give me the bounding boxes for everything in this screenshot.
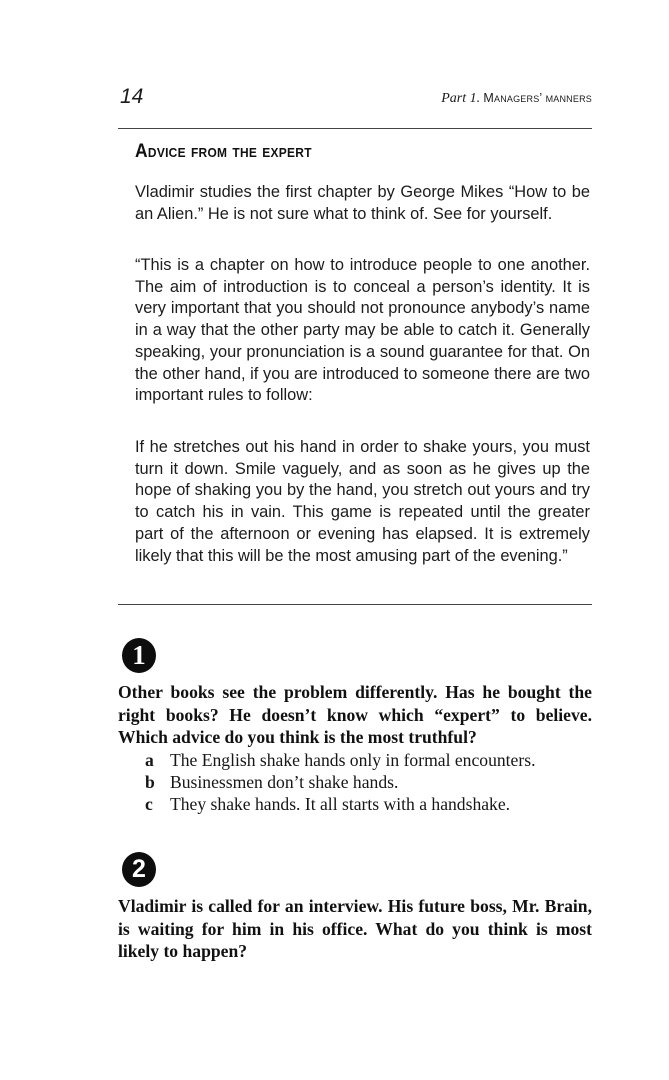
task-number-badge-2: 2 bbox=[122, 852, 156, 887]
option-letter: c bbox=[145, 794, 153, 815]
task-prompt-2: Vladimir is called for an interview. His future boss, Mr. Brain, is waiting for him in his office. What do you think is most likely to happen? bbox=[118, 896, 592, 961]
option-text: The English shake hands only in formal encounters. bbox=[170, 750, 536, 770]
answer-option bbox=[145, 771, 535, 793]
running-head-part: Part 1. bbox=[441, 91, 481, 106]
option-text: Businessmen don’t shake hands. bbox=[170, 772, 399, 793]
advice-heading: Advice from the expert bbox=[135, 141, 312, 162]
advice-paragraph: If he stretches out his hand in order to shake yours, you must turn it down. Smile vaguely, and as soon as he gives up the hope of shaking you by the hand, you stretch out yours and try to catch his in vain. This game is repeated until the greater part of the afternoon or evening has elapsed. It is extremely likely that this will be the most amusing part of the evening.” bbox=[135, 438, 590, 565]
running-head-title: Managers’ manners bbox=[483, 91, 592, 105]
running-head bbox=[441, 90, 592, 107]
task-number-badge-1: 1 bbox=[122, 638, 156, 673]
answer-option bbox=[145, 793, 535, 815]
advice-paragraph: “This is a chapter on how to introduce people to one another. The aim of introduction is to conceal a person’s identity. It is very important that you should not pronounce anybody’s name in a way that the other party may be able to catch it. Generally speaking, your pronunciation is a sound guarantee for that. On the other hand, if you are introduced to someone there are two important rules to follow: bbox=[135, 256, 590, 405]
page-number: 14 bbox=[120, 85, 144, 108]
advice-paragraph: Vladimir studies the first chapter by George Mikes “How to be an Alien.” He is not sure what to think of. See for yourself. bbox=[135, 183, 590, 223]
task-prompt-1: Other books see the problem differently. Has he bought the right books? He doesn’t know which “expert” to believe. Which advice do you think is the most truthful? bbox=[118, 682, 592, 747]
answer-options bbox=[145, 749, 535, 816]
box-top-rule bbox=[118, 128, 592, 129]
option-text: They shake hands. It all starts with a handshake. bbox=[170, 794, 511, 815]
answer-option bbox=[145, 749, 535, 771]
option-letter: b bbox=[145, 772, 155, 793]
box-bottom-rule bbox=[118, 604, 592, 605]
option-letter: a bbox=[145, 750, 154, 770]
